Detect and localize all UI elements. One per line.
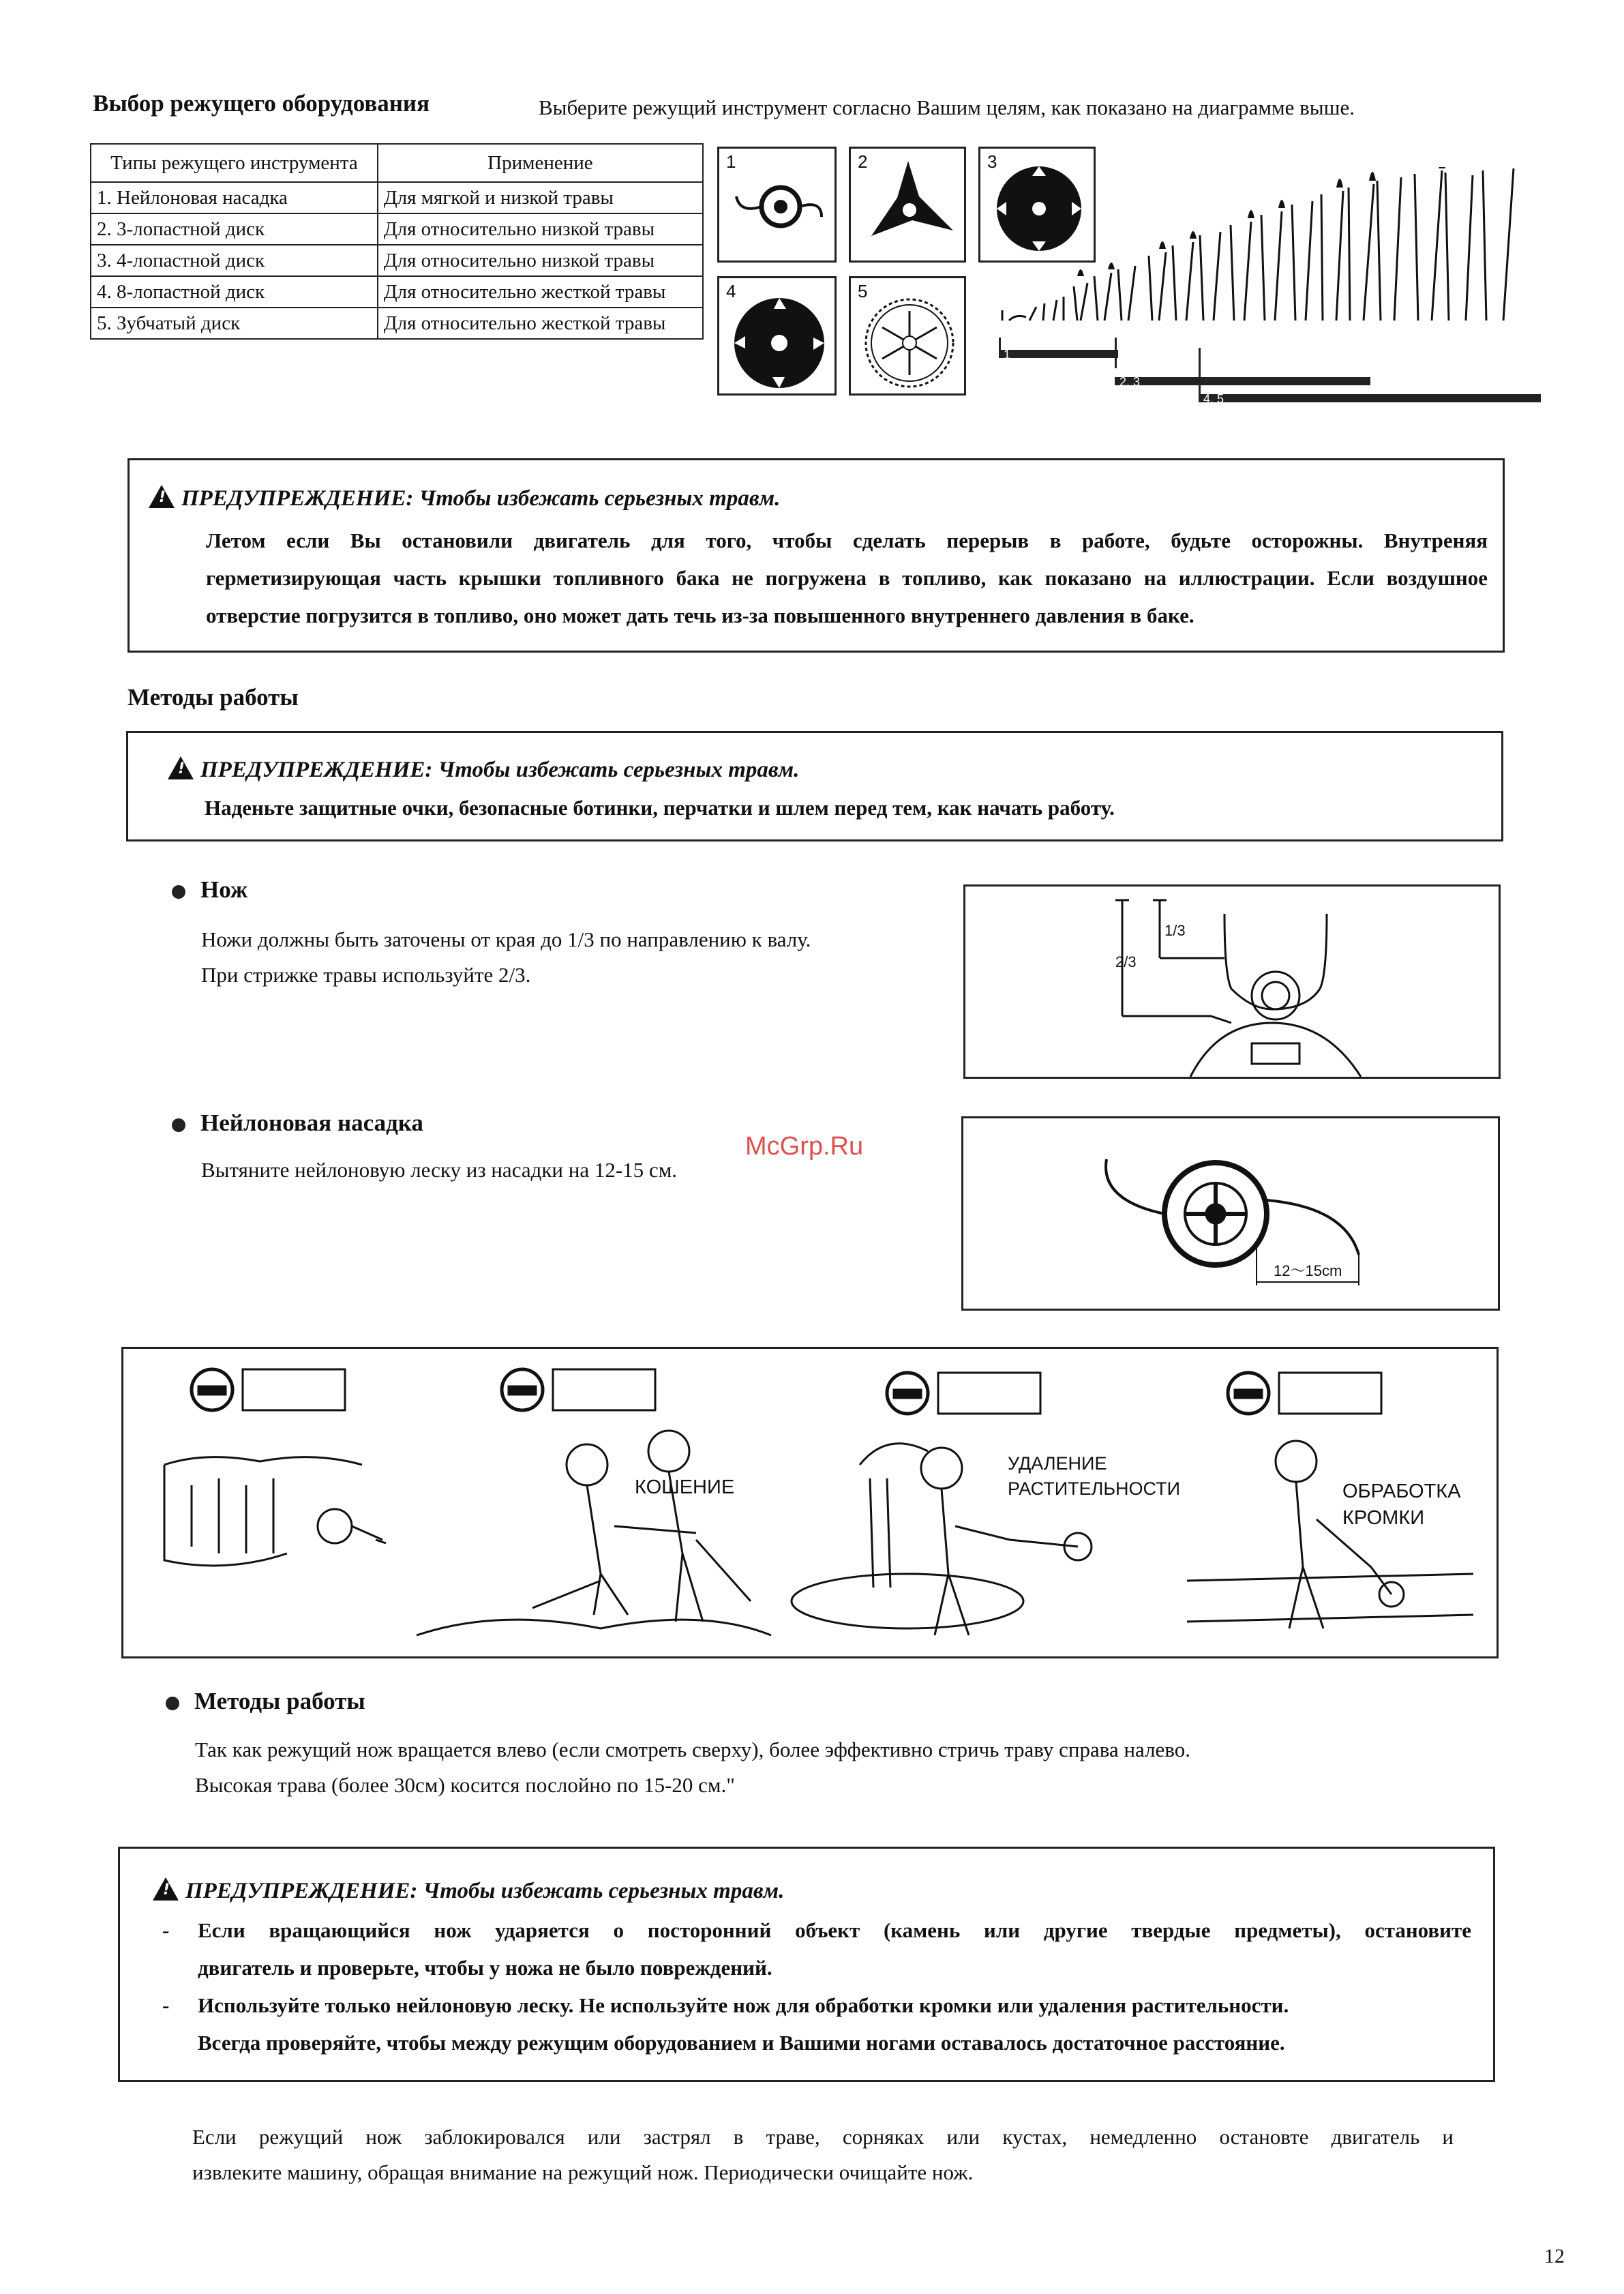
safety-icons [192,1369,1381,1414]
figure-knife-sharpening [963,884,1501,1079]
knife-heading-text: Нож [200,876,248,903]
warning-box-fuel-cap [127,458,1505,653]
warning-line: двигатель и проверьте, чтобы у ножа не было повреждений. [198,1956,772,1980]
figure-toothed-disc [849,276,966,396]
knife-diagram [965,887,1499,1077]
label-edging-2: КРОМКИ [1342,1507,1425,1529]
table-header: Применение [378,144,703,182]
methods-line: Высокая трава (более 30см) косится послойно по 15-20 см." [195,1773,735,1797]
eight-blade-disc-icon [719,278,835,394]
methods-heading [166,1688,365,1715]
table-cell: Для относительно низкой травы [378,213,703,245]
warning-title [149,485,780,511]
table-header-row [91,144,703,182]
methods-illustration-box [121,1347,1499,1658]
table-row [91,213,703,245]
bullet-icon [166,1697,179,1710]
figure-number: 3 [987,151,997,172]
warning-title-text: ПРЕДУПРЕЖДЕНИЕ: Чтобы избежать серьезных травм. [181,486,781,511]
page-number: 12 [1544,2245,1565,2267]
figure-nylon-head [717,147,837,263]
table-cell: Для мягкой и низкой травы [378,182,703,213]
figure-number: 5 [858,281,868,301]
table-row [91,276,703,308]
warning-body [162,1911,1471,2061]
table-cell: 2. 3-лопастной диск [91,213,378,245]
table-header: Типы режущего инструмента [91,144,378,182]
figure-3-blade-disc [849,147,966,263]
range-label: 4, 5 [1203,392,1224,406]
label-line-length: 12～15cm [1274,1262,1342,1279]
range-label: 2, 3 [1119,375,1141,389]
warning-triangle-icon [153,1877,179,1901]
final-paragraph [192,2119,1454,2190]
warning-line: Используйте только нейлоновую леску. Не используйте нож для обработки кромки или удаления растительности. [198,1993,1289,2017]
final-line: извлеките машину, обращая внимание на режущий нож. Периодически очищайте нож. [192,2160,974,2184]
section-intro: Выберите режущий инструмент согласно Вашим целям, как показано на диаграмме выше. [539,95,1355,119]
warning-title-text: ПРЕДУПРЕЖДЕНИЕ: Чтобы избежать серьезных травм. [185,1879,785,1903]
figure-number: 1 [726,151,736,172]
dash-marker: - [162,1993,170,2017]
knife-heading [172,876,247,904]
table-cell: Для относительно жесткой травы [378,276,703,308]
label-two-thirds: 2/3 [1115,953,1137,970]
knife-line: При стрижке травы используйте 2/3. [201,963,531,987]
three-blade-disc-icon [851,149,965,261]
grass-height-diagram [995,167,1541,416]
table-cell: Для относительно жесткой травы [378,308,703,339]
knife-text [201,922,811,993]
methods-line: Так как режущий нож вращается влево (если смотреть сверху), более эффективно стричь траву справа налево. [195,1738,1190,1761]
warning-line: Наденьте защитные очки, безопасные ботинки, перчатки и шлем перед тем, как начать работу. [205,796,1115,820]
nylon-head-icon [719,149,835,261]
figure-number: 4 [726,281,736,301]
bullet-icon [172,1118,185,1132]
range-label: 1 [1004,348,1011,361]
grass-illustration [995,167,1541,416]
figure-nylon-line [961,1116,1500,1311]
section-title-work-methods: Методы работы [127,684,299,711]
watermark: McGrp.Ru [745,1132,864,1161]
warning-body [206,522,1488,634]
table-cell: 1. Нейлоновая насадка [91,182,378,213]
bullet-icon [172,885,185,899]
warning-line: Если вращающийся нож ударяется о посторонний объект (камень или другие твердые предметы), остановите [198,1918,1471,1942]
figure-8-blade-disc [717,276,837,396]
figure-number: 2 [858,151,868,172]
cutting-tools-table [90,143,704,340]
nylon-heading [172,1109,423,1137]
final-line: Если режущий нож заблокировался или застрял в траве, сорняках или кустах, немедленно остановте двигатель и [192,2125,1454,2149]
warning-box-foreign-objects [118,1847,1495,2082]
label-removal-2: РАСТИТЕЛЬНОСТИ [1008,1478,1181,1499]
warning-line: герметизирующая часть крышки топливного бака не погружена в топливо, как показано на иллюстрации. Если воздушное [206,566,1488,590]
table-row [91,182,703,213]
knife-line: Ножи должны быть заточены от края до 1/3 по направлению к валу. [201,927,811,951]
label-one-third: 1/3 [1164,922,1186,939]
warning-title [168,756,799,783]
warning-title [153,1877,784,1904]
warning-line: Всегда проверяйте, чтобы между режущим оборудованием и Вашими ногами оставалось достаточное расстояние. [198,2031,1285,2055]
methods-heading-text: Методы работы [194,1688,365,1714]
table-cell: 3. 4-лопастной диск [91,245,378,276]
warning-line: отверстие погрузится в топливо, оно может дать течь из-за повышенного внутреннего давления в баке. [206,604,1194,627]
label-removal-1: УДАЛЕНИЕ [1008,1453,1107,1474]
table-row [91,245,703,276]
label-mowing: КОШЕНИЕ [635,1476,735,1498]
section-title-cutting-equipment: Выбор режущего оборудования [93,90,430,117]
methods-text [195,1732,1190,1803]
warning-triangle-icon [149,485,175,508]
label-edging-1: ОБРАБОТКА [1342,1480,1461,1502]
warning-box-protective-gear [126,731,1503,841]
table-row [91,308,703,339]
nylon-text: Вытяните нейлоновую леску из насадки на 12-15 см. [201,1158,678,1182]
table-cell: Для относительно низкой травы [378,245,703,276]
table-cell: 4. 8-лопастной диск [91,276,378,308]
nylon-line-diagram [963,1118,1498,1309]
methods-illustration [123,1349,1497,1656]
warning-triangle-icon [168,756,194,779]
toothed-disc-icon [851,278,965,394]
dash-marker: - [162,1918,170,1942]
warning-title-text: ПРЕДУПРЕЖДЕНИЕ: Чтобы избежать серьезных травм. [200,758,800,782]
nylon-heading-text: Нейлоновая насадка [200,1109,423,1136]
warning-line: Летом если Вы остановили двигатель для того, чтобы сделать перерыв в работе, будьте осторожны. Внутреняя [206,528,1488,552]
table-cell: 5. Зубчатый диск [91,308,378,339]
